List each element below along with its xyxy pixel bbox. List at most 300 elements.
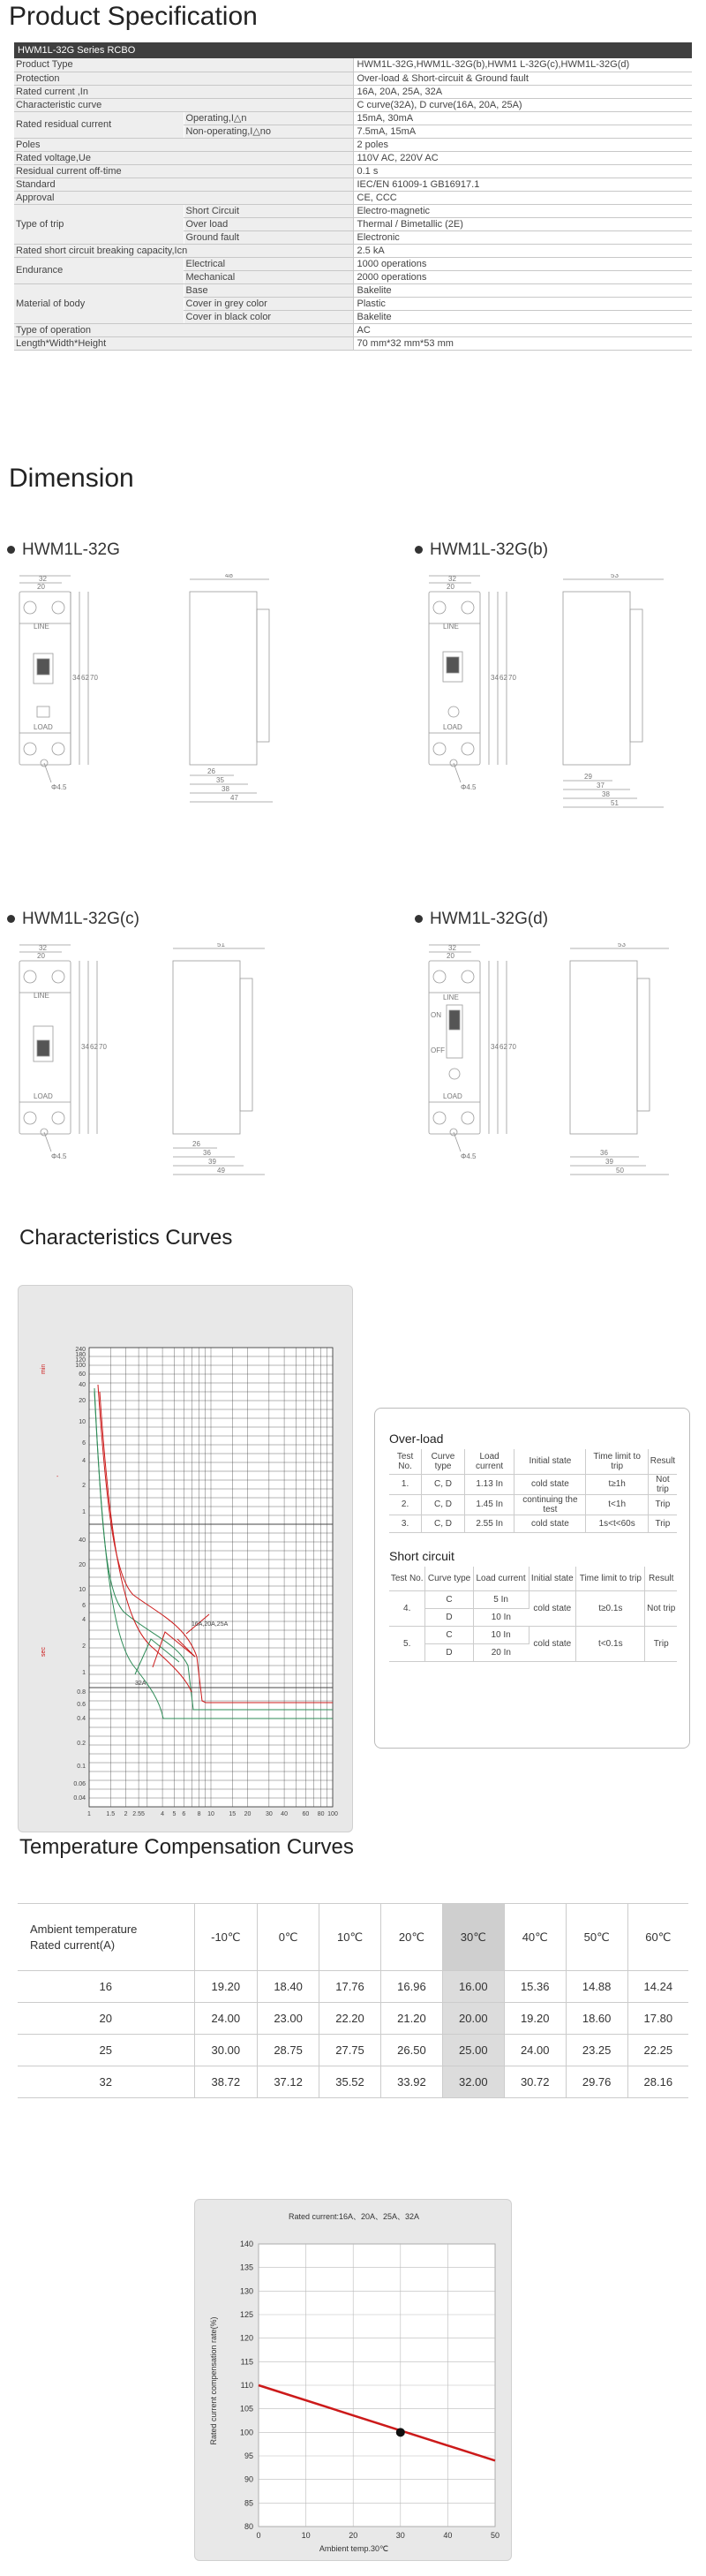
curves-section-title: Characteristics Curves bbox=[19, 1226, 233, 1250]
y-tick-label: 0.2 bbox=[77, 1741, 86, 1747]
short-circuit-table bbox=[389, 1567, 677, 1663]
svg-text:62: 62 bbox=[90, 1043, 98, 1051]
y-tick-label: 4 bbox=[82, 1617, 86, 1623]
x-tick-label: 40 bbox=[281, 1811, 288, 1817]
y-tick-label: 95 bbox=[244, 2451, 253, 2460]
x-tick-label: 2.55 bbox=[132, 1811, 145, 1817]
trip-cell: 5. bbox=[389, 1627, 425, 1662]
trip-header-cell: Load current bbox=[473, 1567, 529, 1591]
spec-row bbox=[14, 204, 692, 217]
trip-test-panel bbox=[374, 1408, 690, 1749]
x-tick-label: 20 bbox=[244, 1811, 252, 1817]
front-view-drawing-32g-c bbox=[12, 943, 118, 1164]
trip-header-cell: Initial state bbox=[529, 1567, 576, 1591]
temp-value-cell: 17.76 bbox=[319, 1971, 381, 2003]
temp-value-cell: 33.92 bbox=[380, 2066, 442, 2098]
front-dims-32g bbox=[62, 574, 106, 795]
trip-cell: C, D bbox=[422, 1494, 465, 1515]
front-view-drawing-32g-d bbox=[422, 943, 528, 1164]
svg-text:26: 26 bbox=[192, 1140, 200, 1148]
svg-text:37: 37 bbox=[597, 782, 605, 789]
svg-text:20: 20 bbox=[37, 952, 45, 960]
spec-sub-label: Cover in black color bbox=[184, 310, 353, 323]
spec-group-label: Material of body bbox=[14, 283, 184, 323]
y-tick-label: 40 bbox=[79, 1537, 86, 1544]
trip-header-cell: Curve type bbox=[425, 1567, 473, 1591]
trip-header-cell: Time limit to trip bbox=[576, 1567, 645, 1591]
svg-text:32: 32 bbox=[448, 575, 456, 583]
y-tick-label: 90 bbox=[244, 2474, 253, 2484]
spec-row bbox=[14, 244, 692, 257]
svg-text:20: 20 bbox=[447, 952, 454, 960]
trip-cell: Trip bbox=[648, 1515, 677, 1532]
spec-row bbox=[14, 58, 692, 72]
svg-text:51: 51 bbox=[611, 799, 619, 807]
spec-label: Rated current ,In bbox=[14, 85, 353, 98]
side-view-drawing-32g-d bbox=[565, 943, 688, 1199]
temp-value-cell: 22.25 bbox=[627, 2035, 688, 2066]
svg-text:53: 53 bbox=[618, 943, 626, 948]
temp-value-cell: 23.25 bbox=[566, 2035, 627, 2066]
spec-label: Residual current off-time bbox=[14, 164, 353, 178]
svg-text:29: 29 bbox=[584, 773, 592, 781]
svg-text:Φ4.5: Φ4.5 bbox=[461, 1152, 477, 1160]
spec-sub-label: Over load bbox=[184, 217, 353, 230]
trip-cell: 1s<t<60s bbox=[586, 1515, 648, 1532]
trip-header-cell: Initial state bbox=[514, 1449, 586, 1474]
svg-text:LOAD: LOAD bbox=[443, 1092, 462, 1100]
y-tick-label: 240 bbox=[75, 1347, 86, 1353]
temp-corner-cell bbox=[18, 1904, 194, 1971]
spec-value: 70 mm*32 mm*53 mm bbox=[353, 336, 692, 350]
temp-value-cell: 21.20 bbox=[380, 2003, 442, 2035]
temp-value-cell: 26.50 bbox=[380, 2035, 442, 2066]
temp-value-cell: 14.24 bbox=[627, 1971, 688, 2003]
temp-current-cell: 32 bbox=[18, 2066, 194, 2098]
temp-value-cell: 28.16 bbox=[627, 2066, 688, 2098]
trip-cell: 1.13 In bbox=[464, 1474, 514, 1494]
y-tick-label: 40 bbox=[79, 1382, 86, 1388]
y-tick-label: 0.06 bbox=[73, 1781, 86, 1787]
x-tick-label: 10 bbox=[301, 2531, 311, 2540]
spec-label: Poles bbox=[14, 138, 353, 151]
temp-compensation-chart-panel bbox=[194, 2199, 512, 2561]
temp-header-cell: 10℃ bbox=[319, 1904, 381, 1971]
y-tick-label: 125 bbox=[239, 2310, 253, 2319]
front-view-drawing-32g-b bbox=[422, 574, 528, 795]
side-view-drawing-32g bbox=[181, 574, 296, 821]
temp-value-cell: 30.00 bbox=[194, 2035, 258, 2066]
x-tick-label: 6 bbox=[182, 1811, 186, 1817]
temp-value-cell: 15.36 bbox=[504, 1971, 566, 2003]
temp-value-cell: 28.75 bbox=[258, 2035, 319, 2066]
bullet-icon bbox=[7, 915, 15, 923]
y-tick-label: 80 bbox=[244, 2522, 253, 2531]
y-tick-label: 20 bbox=[79, 1562, 86, 1568]
svg-text:34: 34 bbox=[491, 1043, 499, 1051]
spec-sub-label: Base bbox=[184, 283, 353, 297]
temp-value-cell: 16.00 bbox=[442, 1971, 504, 2003]
trip-cell: Trip bbox=[648, 1494, 677, 1515]
spec-value: Thermal / Bimetallic (2E) bbox=[353, 217, 692, 230]
spec-value: 2 poles bbox=[353, 138, 692, 151]
spec-value: Bakelite bbox=[353, 283, 692, 297]
trip-header-cell: Curve type bbox=[422, 1449, 465, 1474]
temp-value-cell: 20.00 bbox=[442, 2003, 504, 2035]
unit-min-label: min bbox=[41, 1364, 47, 1374]
y-tick-label: 130 bbox=[239, 2286, 253, 2296]
temp-header-row bbox=[18, 1904, 688, 1971]
spec-label: Length*Width*Height bbox=[14, 336, 353, 350]
y-tick-label: 100 bbox=[75, 1363, 86, 1369]
trip-header-row bbox=[389, 1567, 677, 1591]
svg-text:38: 38 bbox=[222, 785, 229, 793]
spec-value: CE, CCC bbox=[353, 191, 692, 204]
temp-row bbox=[18, 2035, 688, 2066]
y-tick-label: 20 bbox=[79, 1398, 86, 1404]
x-tick-label: 10 bbox=[207, 1811, 214, 1817]
dim-title-32g: HWM1L-32G bbox=[7, 540, 120, 560]
svg-text:34: 34 bbox=[72, 674, 80, 682]
unit-sec-label: sec bbox=[41, 1647, 47, 1657]
temp-value-cell: 22.20 bbox=[319, 2003, 381, 2035]
spec-value: 16A, 20A, 25A, 32A bbox=[353, 85, 692, 98]
dimension-section-title: Dimension bbox=[9, 464, 134, 493]
temp-header-cell: 20℃ bbox=[380, 1904, 442, 1971]
spec-label: Characteristic curve bbox=[14, 98, 353, 111]
spec-label: Standard bbox=[14, 178, 353, 191]
spec-sub-label: Operating,I△n bbox=[184, 111, 353, 125]
spec-row bbox=[14, 191, 692, 204]
trip-cell: t≥0.1s bbox=[576, 1591, 645, 1627]
svg-text:62: 62 bbox=[499, 674, 507, 682]
temperature-compensation-table bbox=[18, 1903, 688, 2098]
temp-value-cell: 16.96 bbox=[380, 1971, 442, 2003]
spec-sub-label: Electrical bbox=[184, 257, 353, 270]
y-tick-label: 60 bbox=[79, 1371, 86, 1378]
spec-label: Approval bbox=[14, 191, 353, 204]
curve-annotation-dcurve: 16A,20A,25A bbox=[192, 1621, 229, 1628]
trip-cell: 2.55 In bbox=[464, 1515, 514, 1532]
trip-cell: continuing the test bbox=[514, 1494, 586, 1515]
x-tick-label: 40 bbox=[443, 2531, 453, 2540]
y-tick-label: 1 bbox=[82, 1509, 86, 1515]
spec-value: HWM1L-32G,HWM1L-32G(b),HWM1 L-32G(c),HWM1L-32G(d) bbox=[353, 58, 692, 72]
spec-sub-label: Short Circuit bbox=[184, 204, 353, 217]
svg-text:39: 39 bbox=[208, 1158, 216, 1166]
svg-text:48: 48 bbox=[225, 574, 233, 579]
chart-title: Rated current:16A、20A、25A、32A bbox=[288, 2212, 420, 2221]
x-tick-label: 80 bbox=[317, 1811, 325, 1817]
dim-title-32g-b: HWM1L-32G(b) bbox=[415, 540, 548, 560]
dim-width-label: 32 bbox=[39, 575, 47, 583]
trip-cell: C, D bbox=[422, 1515, 465, 1532]
overload-table bbox=[389, 1449, 677, 1533]
trip-cell: cold state bbox=[514, 1515, 586, 1532]
spec-table-header: HWM1L-32G Series RCBO bbox=[14, 42, 692, 58]
spec-row bbox=[14, 336, 692, 350]
spec-row bbox=[14, 138, 692, 151]
temp-value-cell: 14.88 bbox=[566, 1971, 627, 2003]
y-tick-label: 140 bbox=[239, 2240, 253, 2248]
temp-current-cell: 25 bbox=[18, 2035, 194, 2066]
trip-header-row bbox=[389, 1449, 677, 1474]
trip-cell: 2. bbox=[389, 1494, 422, 1515]
x-tick-label: 1 bbox=[87, 1811, 91, 1817]
trip-cell: C, D bbox=[422, 1474, 465, 1494]
svg-text:26: 26 bbox=[207, 767, 215, 775]
trip-cell: 20 In bbox=[473, 1644, 529, 1662]
trip-cell: D bbox=[425, 1609, 473, 1627]
svg-text:38: 38 bbox=[602, 790, 610, 798]
x-tick-label: 100 bbox=[327, 1811, 338, 1817]
y-tick-label: 2 bbox=[82, 1483, 86, 1489]
spec-value: Over-load & Short-circuit & Ground fault bbox=[353, 72, 692, 85]
svg-text:LINE: LINE bbox=[34, 623, 49, 631]
spec-table bbox=[14, 42, 692, 351]
dim-title-32g-d: HWM1L-32G(d) bbox=[415, 910, 548, 929]
y-tick-label: 0.6 bbox=[77, 1702, 86, 1708]
temp-value-cell: 24.00 bbox=[504, 2035, 566, 2066]
trip-cell: 5 In bbox=[473, 1591, 529, 1609]
temp-row bbox=[18, 1971, 688, 2003]
spec-value: Electronic bbox=[353, 230, 692, 244]
spec-value: C curve(32A), D curve(16A, 20A, 25A) bbox=[353, 98, 692, 111]
svg-text:70: 70 bbox=[508, 674, 516, 682]
y-tick-label: 2 bbox=[82, 1643, 86, 1650]
spec-value: Bakelite bbox=[353, 310, 692, 323]
corner-current-label: Rated current(A) bbox=[30, 1938, 116, 1952]
spec-label: Type of operation bbox=[14, 323, 353, 336]
y-tick-label: 100 bbox=[239, 2428, 253, 2437]
svg-text:51: 51 bbox=[217, 943, 225, 948]
spec-row bbox=[14, 151, 692, 164]
svg-text:LINE: LINE bbox=[443, 623, 459, 631]
x-tick-label: 0 bbox=[256, 2531, 261, 2540]
spec-value: 0.1 s bbox=[353, 164, 692, 178]
svg-text:ON: ON bbox=[431, 1011, 441, 1019]
svg-text:20: 20 bbox=[37, 583, 45, 591]
bullet-icon bbox=[415, 546, 423, 554]
trip-cell: cold state bbox=[529, 1591, 576, 1627]
svg-text:50: 50 bbox=[616, 1167, 624, 1175]
spec-value: 7.5mA, 15mA bbox=[353, 125, 692, 138]
unit-separator: - bbox=[56, 1474, 59, 1480]
x-tick-label: 4 bbox=[161, 1811, 165, 1817]
trip-cell: t<1h bbox=[586, 1494, 648, 1515]
temp-value-cell: 18.40 bbox=[258, 1971, 319, 2003]
temp-header-cell: 40℃ bbox=[504, 1904, 566, 1971]
spec-value: Plastic bbox=[353, 297, 692, 310]
svg-text:LOAD: LOAD bbox=[34, 1092, 53, 1100]
y-tick-label: 4 bbox=[82, 1458, 86, 1464]
trip-header-cell: Result bbox=[645, 1567, 677, 1591]
svg-text:35: 35 bbox=[216, 776, 224, 784]
side-view-drawing-32g-c bbox=[168, 943, 282, 1199]
spec-sub-label: Non-operating,I△no bbox=[184, 125, 353, 138]
curve-annotation-ccurve: 32A bbox=[135, 1681, 146, 1687]
trip-header-cell: Test No. bbox=[389, 1567, 425, 1591]
short-circuit-title: Short circuit bbox=[389, 1548, 454, 1563]
spec-row bbox=[14, 178, 692, 191]
trip-cell: D bbox=[425, 1644, 473, 1662]
y-tick-label: 105 bbox=[239, 2404, 253, 2414]
temp-header-cell: -10℃ bbox=[194, 1904, 258, 1971]
spec-label: Product Type bbox=[14, 58, 353, 72]
spec-label: Rated voltage,Ue bbox=[14, 151, 353, 164]
svg-text:34: 34 bbox=[491, 674, 499, 682]
trip-cell: Not trip bbox=[648, 1474, 677, 1494]
trip-cell: 4. bbox=[389, 1591, 425, 1627]
spec-row bbox=[14, 257, 692, 270]
trip-row bbox=[389, 1591, 677, 1609]
temp-row bbox=[18, 2066, 688, 2098]
svg-text:LOAD: LOAD bbox=[443, 723, 462, 731]
temp-value-cell: 30.72 bbox=[504, 2066, 566, 2098]
x-tick-label: 20 bbox=[349, 2531, 358, 2540]
svg-text:70: 70 bbox=[99, 1043, 107, 1051]
temp-row bbox=[18, 2003, 688, 2035]
svg-text:53: 53 bbox=[611, 574, 619, 579]
dim-title-32g-c: HWM1L-32G(c) bbox=[7, 910, 139, 929]
spec-value: 2.5 kA bbox=[353, 244, 692, 257]
x-tick-label: 15 bbox=[229, 1811, 237, 1817]
characteristic-curve-panel bbox=[18, 1285, 353, 1832]
trip-header-cell: Test No. bbox=[389, 1449, 422, 1474]
temp-value-cell: 17.80 bbox=[627, 2003, 688, 2035]
temp-value-cell: 32.00 bbox=[442, 2066, 504, 2098]
spec-sub-label: Mechanical bbox=[184, 270, 353, 283]
y-tick-label: 0.1 bbox=[77, 1764, 86, 1770]
svg-text:70: 70 bbox=[90, 674, 98, 682]
svg-text:32: 32 bbox=[448, 944, 456, 952]
spec-group-label: Rated residual current bbox=[14, 111, 184, 138]
svg-text:20: 20 bbox=[447, 583, 454, 591]
x-tick-label: 1.5 bbox=[106, 1811, 116, 1817]
temp-current-cell: 16 bbox=[18, 1971, 194, 2003]
trip-cell: Trip bbox=[645, 1627, 677, 1662]
spec-value: AC bbox=[353, 323, 692, 336]
trip-row bbox=[389, 1494, 677, 1515]
spec-sub-label: Cover in grey color bbox=[184, 297, 353, 310]
spec-value: 110V AC, 220V AC bbox=[353, 151, 692, 164]
temp-value-cell: 24.00 bbox=[194, 2003, 258, 2035]
reference-point-marker bbox=[396, 2428, 405, 2436]
temp-value-cell: 18.60 bbox=[566, 2003, 627, 2035]
corner-ambient-label: Ambient temperature bbox=[30, 1922, 138, 1936]
temp-header-cell: 30℃ bbox=[442, 1904, 504, 1971]
x-tick-label: 5 bbox=[172, 1811, 176, 1817]
spec-label: Rated short circuit breaking capacity,Icn bbox=[14, 244, 353, 257]
temp-value-cell: 27.75 bbox=[319, 2035, 381, 2066]
y-tick-label: 10 bbox=[79, 1587, 86, 1593]
temp-section-title: Temperature Compensation Curves bbox=[19, 1835, 354, 1859]
temp-header-cell: 50℃ bbox=[566, 1904, 627, 1971]
y-tick-label: 120 bbox=[75, 1357, 86, 1364]
spec-value: 1000 operations bbox=[353, 257, 692, 270]
y-tick-label: 135 bbox=[239, 2262, 253, 2272]
temp-current-cell: 20 bbox=[18, 2003, 194, 2035]
svg-text:49: 49 bbox=[217, 1167, 225, 1175]
x-tick-label: 60 bbox=[302, 1811, 310, 1817]
x-tick-label: 30 bbox=[265, 1811, 273, 1817]
svg-text:Φ4.5: Φ4.5 bbox=[51, 1152, 67, 1160]
bullet-icon bbox=[415, 915, 423, 923]
bullet-icon bbox=[7, 546, 15, 554]
chart-xlabel: Ambient temp.30℃ bbox=[319, 2544, 389, 2553]
trip-row bbox=[389, 1627, 677, 1644]
trip-cell: C bbox=[425, 1627, 473, 1644]
spec-row bbox=[14, 98, 692, 111]
trip-row bbox=[389, 1474, 677, 1494]
y-tick-label: 6 bbox=[82, 1603, 86, 1609]
y-tick-label: 0.4 bbox=[77, 1716, 86, 1722]
y-tick-label: 1 bbox=[82, 1670, 86, 1676]
trip-cell: C bbox=[425, 1591, 473, 1609]
spec-value: Electro-magnetic bbox=[353, 204, 692, 217]
trip-cell: 10 In bbox=[473, 1627, 529, 1644]
spec-row bbox=[14, 72, 692, 85]
spec-row bbox=[14, 111, 692, 125]
spec-row bbox=[14, 283, 692, 297]
svg-text:36: 36 bbox=[600, 1149, 608, 1157]
overload-title: Over-load bbox=[389, 1432, 444, 1446]
trip-header-cell: Result bbox=[648, 1449, 677, 1474]
svg-text:62: 62 bbox=[499, 1043, 507, 1051]
trip-cell: t<0.1s bbox=[576, 1627, 645, 1662]
temp-compensation-chart bbox=[195, 2200, 513, 2562]
svg-text:62: 62 bbox=[81, 674, 89, 682]
chart-ylabel: Rated current compensation rate(%) bbox=[209, 2316, 218, 2445]
y-tick-label: 180 bbox=[75, 1352, 86, 1358]
temp-value-cell: 38.72 bbox=[194, 2066, 258, 2098]
spec-value: IEC/EN 61009-1 GB16917.1 bbox=[353, 178, 692, 191]
y-tick-label: 6 bbox=[82, 1440, 86, 1447]
spec-row bbox=[14, 85, 692, 98]
svg-text:Φ4.5: Φ4.5 bbox=[461, 783, 477, 791]
y-tick-label: 0.04 bbox=[73, 1795, 86, 1802]
trip-cell: 3. bbox=[389, 1515, 422, 1532]
trip-header-cell: Load current bbox=[464, 1449, 514, 1474]
x-tick-label: 30 bbox=[395, 2531, 405, 2540]
svg-text:32: 32 bbox=[39, 944, 47, 952]
x-tick-label: 8 bbox=[197, 1811, 201, 1817]
trip-cell: 1.45 In bbox=[464, 1494, 514, 1515]
y-tick-label: 120 bbox=[239, 2333, 253, 2343]
temp-value-cell: 29.76 bbox=[566, 2066, 627, 2098]
side-view-drawing-32g-b bbox=[558, 574, 690, 830]
x-tick-label: 2 bbox=[124, 1811, 128, 1817]
spec-value: 15mA, 30mA bbox=[353, 111, 692, 125]
svg-text:LOAD: LOAD bbox=[34, 723, 53, 731]
trip-cell: cold state bbox=[514, 1474, 586, 1494]
svg-text:Φ4.5: Φ4.5 bbox=[51, 783, 67, 791]
y-tick-label: 85 bbox=[244, 2498, 253, 2508]
spec-sub-label: Ground fault bbox=[184, 230, 353, 244]
svg-text:36: 36 bbox=[203, 1149, 211, 1157]
spec-value: 2000 operations bbox=[353, 270, 692, 283]
temp-value-cell: 35.52 bbox=[319, 2066, 381, 2098]
svg-text:70: 70 bbox=[508, 1043, 516, 1051]
spec-rows bbox=[14, 58, 692, 351]
svg-text:34: 34 bbox=[81, 1043, 89, 1051]
spec-label: Protection bbox=[14, 72, 353, 85]
trip-cell: t≥1h bbox=[586, 1474, 648, 1494]
trip-row bbox=[389, 1515, 677, 1532]
spec-row bbox=[14, 164, 692, 178]
trip-cell: 1. bbox=[389, 1474, 422, 1494]
trip-cell: cold state bbox=[529, 1627, 576, 1662]
